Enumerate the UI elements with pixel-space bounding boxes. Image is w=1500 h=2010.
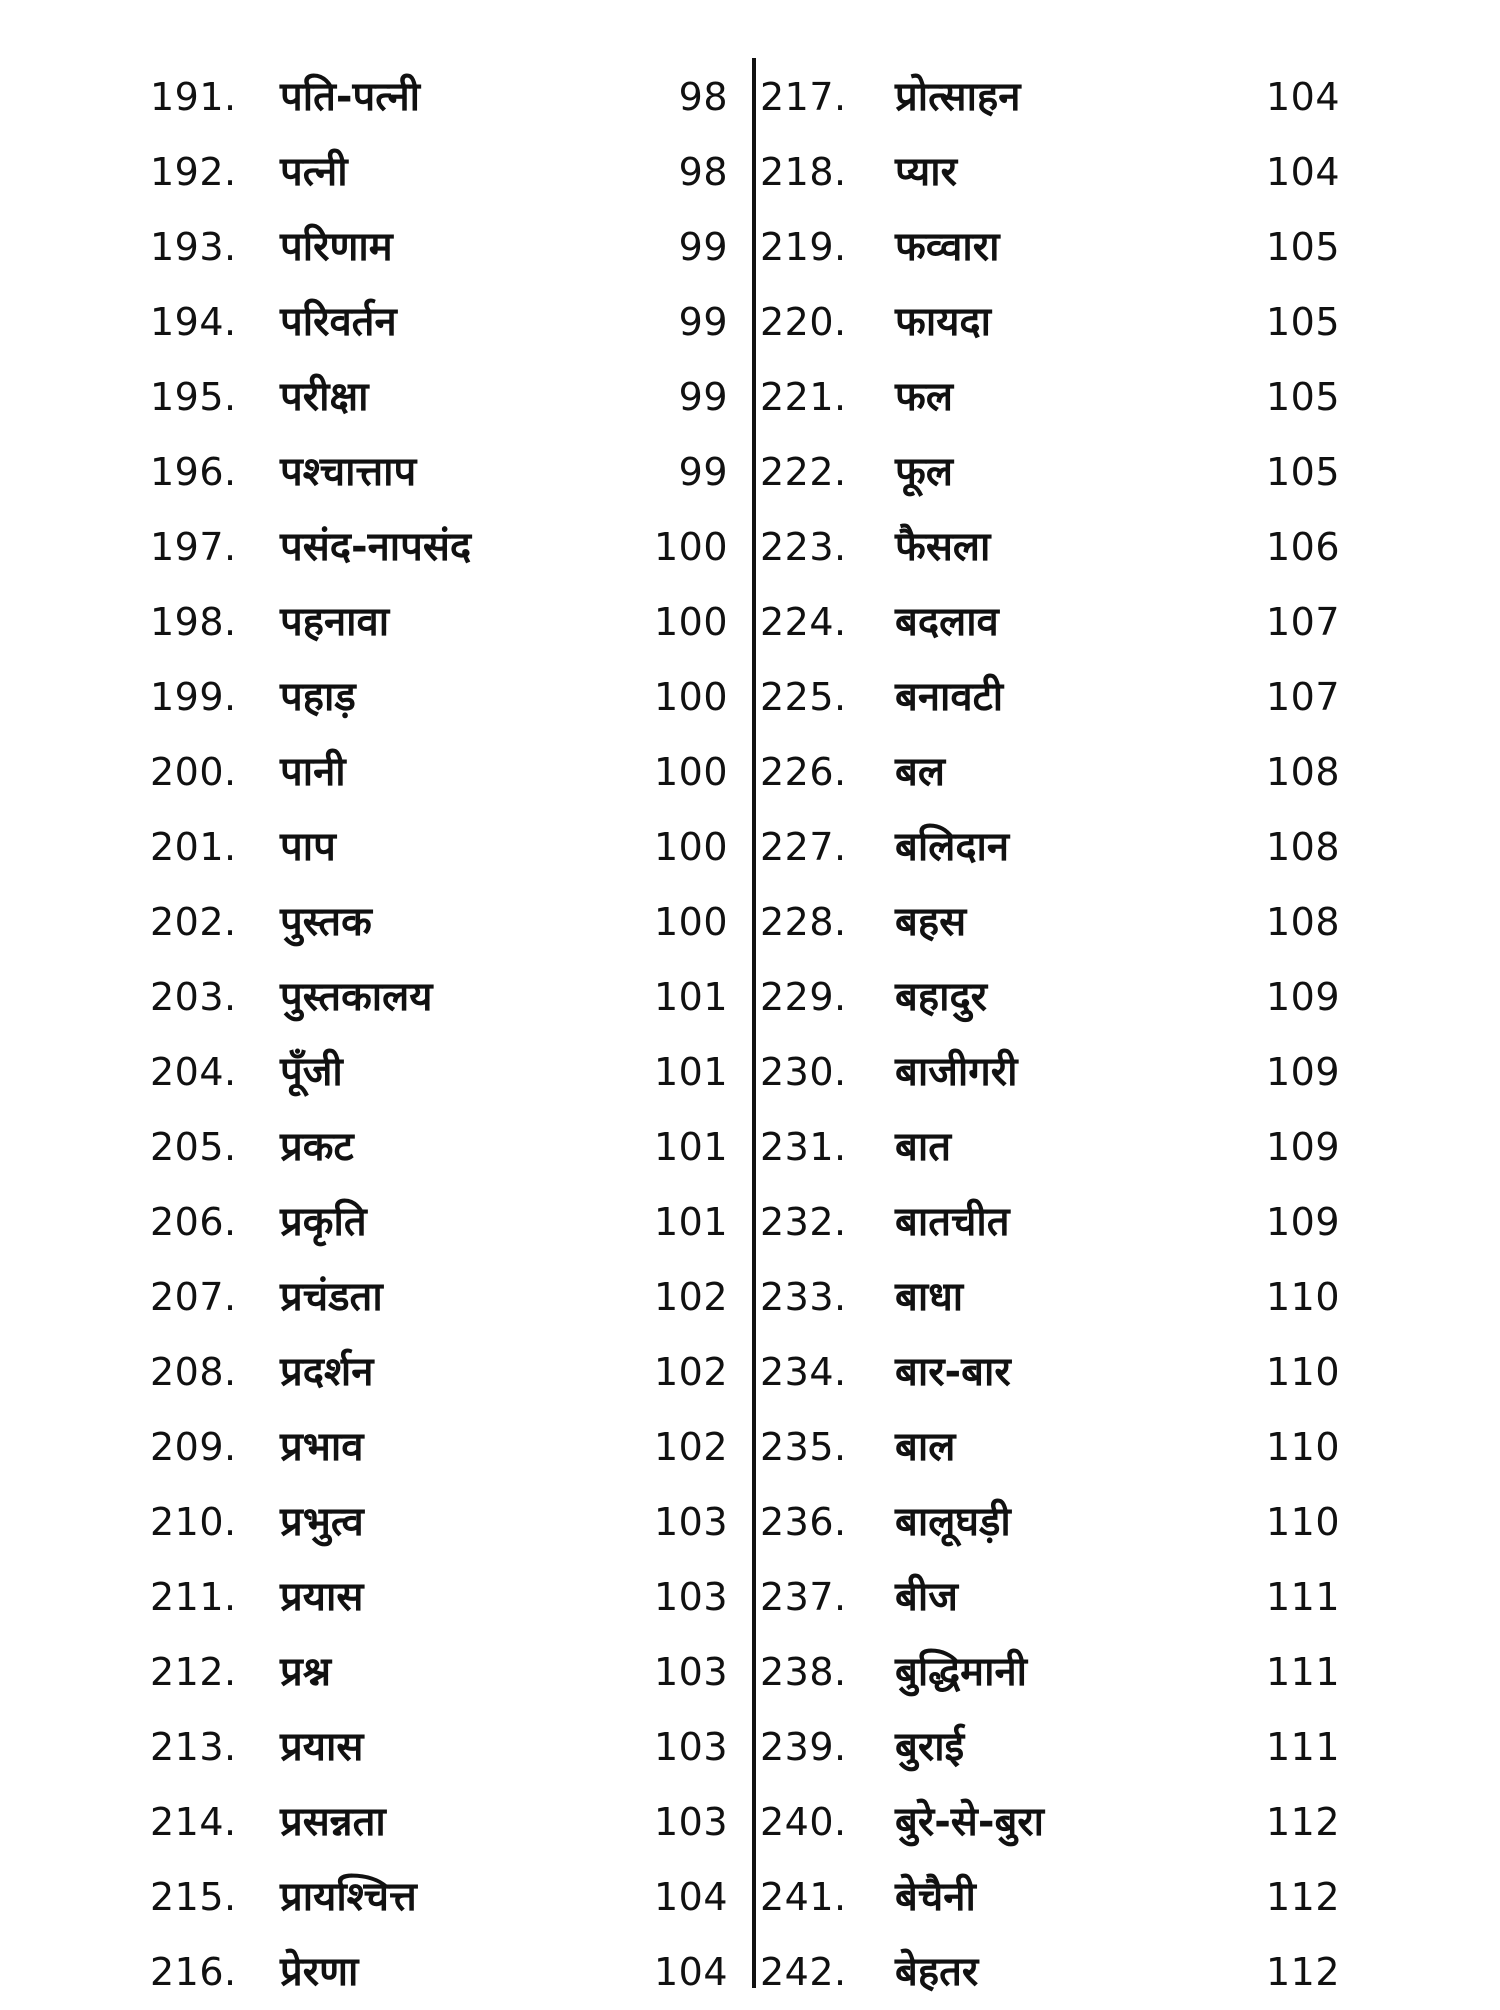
entry-page-number: 99 [678, 450, 728, 494]
index-entry [760, 1635, 1360, 1710]
entry-page-number: 112 [1265, 1950, 1340, 1994]
index-entry [150, 1635, 740, 1710]
index-entry [150, 510, 740, 585]
entry-number: 224. [760, 600, 847, 644]
entry-word: प्रकृति [280, 1199, 367, 1245]
entry-number: 214. [150, 1800, 237, 1844]
entry-page-number: 109 [1265, 1050, 1340, 1094]
entry-page-number: 99 [678, 375, 728, 419]
index-entry [150, 1185, 740, 1260]
entry-number: 197. [150, 525, 237, 569]
entry-page-number: 102 [653, 1275, 728, 1319]
entry-page-number: 107 [1265, 600, 1340, 644]
entry-word: प्रकट [280, 1124, 354, 1170]
entry-word: बालूघड़ी [895, 1499, 1011, 1545]
entry-word: बलिदान [895, 824, 1010, 870]
entry-number: 208. [150, 1350, 237, 1394]
entry-number: 236. [760, 1500, 847, 1544]
entry-number: 191. [150, 75, 237, 119]
entry-number: 201. [150, 825, 237, 869]
entry-number: 196. [150, 450, 237, 494]
entry-page-number: 110 [1265, 1350, 1340, 1394]
entry-word: पुस्तक [280, 899, 372, 945]
entry-word: परिणाम [280, 224, 393, 270]
index-entry [150, 285, 740, 360]
entry-word: पति-पत्नी [280, 74, 421, 120]
entry-number: 194. [150, 300, 237, 344]
entry-page-number: 105 [1265, 300, 1340, 344]
entry-number: 206. [150, 1200, 237, 1244]
entry-word: बहस [895, 899, 967, 945]
entry-number: 220. [760, 300, 847, 344]
entry-word: बाल [895, 1424, 956, 1470]
entry-page-number: 108 [1265, 900, 1340, 944]
entry-number: 237. [760, 1575, 847, 1619]
entry-number: 203. [150, 975, 237, 1019]
index-entry [150, 1485, 740, 1560]
entry-page-number: 104 [1265, 150, 1340, 194]
entry-page-number: 112 [1265, 1875, 1340, 1919]
index-entry [760, 510, 1360, 585]
entry-page-number: 100 [653, 600, 728, 644]
entry-page-number: 101 [653, 1200, 728, 1244]
index-entry [760, 60, 1360, 135]
index-entry [150, 1785, 740, 1860]
entry-word: बेचैनी [895, 1874, 976, 1920]
entry-word: पसंद-नापसंद [280, 524, 472, 570]
entry-word: पश्चात्ताप [280, 449, 417, 495]
entry-page-number: 102 [653, 1425, 728, 1469]
entry-page-number: 103 [653, 1800, 728, 1844]
entry-word: पानी [280, 749, 346, 795]
entry-page-number: 111 [1265, 1725, 1340, 1769]
entry-number: 234. [760, 1350, 847, 1394]
index-entry [760, 1785, 1360, 1860]
entry-page-number: 99 [678, 225, 728, 269]
left-index-column [150, 60, 740, 1995]
entry-page-number: 107 [1265, 675, 1340, 719]
entry-number: 219. [760, 225, 847, 269]
entry-number: 222. [760, 450, 847, 494]
entry-page-number: 110 [1265, 1425, 1340, 1469]
index-entry [150, 1710, 740, 1785]
entry-word: परिवर्तन [280, 299, 397, 345]
entry-word: बातचीत [895, 1199, 1010, 1245]
entry-page-number: 98 [678, 150, 728, 194]
entry-page-number: 99 [678, 300, 728, 344]
entry-number: 227. [760, 825, 847, 869]
index-entry [150, 1260, 740, 1335]
index-entry [760, 1860, 1360, 1935]
entry-word: पत्नी [280, 149, 348, 195]
entry-page-number: 109 [1265, 1125, 1340, 1169]
entry-number: 205. [150, 1125, 237, 1169]
entry-number: 226. [760, 750, 847, 794]
entry-number: 202. [150, 900, 237, 944]
entry-number: 216. [150, 1950, 237, 1994]
entry-page-number: 100 [653, 525, 728, 569]
entry-word: पुस्तकालय [280, 974, 433, 1020]
index-entry [150, 960, 740, 1035]
entry-number: 209. [150, 1425, 237, 1469]
entry-word: प्रयास [280, 1724, 364, 1770]
entry-word: बेहतर [895, 1949, 979, 1995]
entry-number: 204. [150, 1050, 237, 1094]
entry-word: बदलाव [895, 599, 999, 645]
entry-word: प्रभुत्व [280, 1499, 364, 1545]
entry-number: 225. [760, 675, 847, 719]
entry-word: प्रश्न [280, 1649, 332, 1695]
entry-word: बाजीगरी [895, 1049, 1018, 1095]
index-entry [760, 1260, 1360, 1335]
entry-page-number: 102 [653, 1350, 728, 1394]
index-entry [150, 435, 740, 510]
entry-page-number: 101 [653, 975, 728, 1019]
entry-number: 239. [760, 1725, 847, 1769]
entry-page-number: 109 [1265, 975, 1340, 1019]
entry-page-number: 105 [1265, 225, 1340, 269]
entry-page-number: 106 [1265, 525, 1340, 569]
entry-number: 207. [150, 1275, 237, 1319]
entry-number: 198. [150, 600, 237, 644]
index-entry [760, 660, 1360, 735]
entry-page-number: 110 [1265, 1275, 1340, 1319]
index-entry [150, 1110, 740, 1185]
entry-word: बाधा [895, 1274, 964, 1320]
entry-word: बहादुर [895, 974, 988, 1020]
entry-word: बनावटी [895, 674, 1004, 720]
entry-number: 193. [150, 225, 237, 269]
entry-page-number: 104 [653, 1950, 728, 1994]
entry-word: प्यार [895, 149, 957, 195]
entry-number: 218. [760, 150, 847, 194]
entry-word: फल [895, 374, 953, 420]
index-entry [150, 210, 740, 285]
entry-number: 213. [150, 1725, 237, 1769]
entry-word: प्रोत्साहन [895, 74, 1021, 120]
entry-word: प्रभाव [280, 1424, 364, 1470]
entry-page-number: 100 [653, 825, 728, 869]
index-entry [150, 135, 740, 210]
entry-number: 199. [150, 675, 237, 719]
entry-number: 233. [760, 1275, 847, 1319]
entry-page-number: 98 [678, 75, 728, 119]
entry-number: 215. [150, 1875, 237, 1919]
entry-number: 211. [150, 1575, 237, 1619]
entry-word: प्रयास [280, 1574, 364, 1620]
index-entry [150, 1035, 740, 1110]
entry-word: फूल [895, 449, 953, 495]
entry-page-number: 100 [653, 900, 728, 944]
index-entry [760, 210, 1360, 285]
entry-number: 212. [150, 1650, 237, 1694]
entry-page-number: 109 [1265, 1200, 1340, 1244]
index-entry [760, 1110, 1360, 1185]
entry-word: पहाड़ [280, 674, 356, 720]
index-entry [760, 1710, 1360, 1785]
entry-word: बल [895, 749, 945, 795]
index-entry [760, 810, 1360, 885]
entry-word: बात [895, 1124, 951, 1170]
entry-page-number: 103 [653, 1500, 728, 1544]
right-index-column [760, 60, 1360, 1995]
entry-word: फव्वारा [895, 224, 1000, 270]
index-entry [760, 1935, 1360, 2010]
entry-word: प्रसन्नता [280, 1799, 386, 1845]
index-entry [760, 735, 1360, 810]
entry-page-number: 103 [653, 1575, 728, 1619]
entry-page-number: 104 [1265, 75, 1340, 119]
entry-word: बीज [895, 1574, 958, 1620]
index-entry [760, 960, 1360, 1035]
entry-word: प्रदर्शन [280, 1349, 374, 1395]
entry-number: 240. [760, 1800, 847, 1844]
index-entry [150, 810, 740, 885]
entry-number: 232. [760, 1200, 847, 1244]
index-entry [150, 1560, 740, 1635]
entry-word: प्रायश्चित्त [280, 1874, 417, 1920]
entry-page-number: 110 [1265, 1500, 1340, 1544]
entry-word: बुद्धिमानी [895, 1649, 1027, 1695]
index-entry [150, 360, 740, 435]
index-entry [150, 1935, 740, 2010]
entry-word: बार-बार [895, 1349, 1011, 1395]
entry-number: 221. [760, 375, 847, 419]
entry-word: परीक्षा [280, 374, 369, 420]
index-entry [760, 435, 1360, 510]
entry-word: पाप [280, 824, 336, 870]
entry-page-number: 103 [653, 1725, 728, 1769]
index-entry [150, 885, 740, 960]
index-entry [150, 1410, 740, 1485]
entry-word: पूँजी [280, 1049, 343, 1095]
entry-page-number: 108 [1265, 825, 1340, 869]
index-entry [150, 1335, 740, 1410]
entry-number: 192. [150, 150, 237, 194]
entry-page-number: 111 [1265, 1650, 1340, 1694]
entry-number: 217. [760, 75, 847, 119]
column-divider [752, 58, 756, 1988]
entry-number: 229. [760, 975, 847, 1019]
index-entry [760, 1485, 1360, 1560]
entry-page-number: 108 [1265, 750, 1340, 794]
entry-page-number: 103 [653, 1650, 728, 1694]
entry-number: 223. [760, 525, 847, 569]
index-entry [150, 735, 740, 810]
entry-word: प्रचंडता [280, 1274, 383, 1320]
index-entry [760, 585, 1360, 660]
entry-page-number: 112 [1265, 1800, 1340, 1844]
entry-number: 228. [760, 900, 847, 944]
entry-page-number: 101 [653, 1050, 728, 1094]
index-entry [150, 660, 740, 735]
index-entry [150, 1860, 740, 1935]
entry-number: 230. [760, 1050, 847, 1094]
entry-page-number: 101 [653, 1125, 728, 1169]
entry-number: 200. [150, 750, 237, 794]
entry-page-number: 104 [653, 1875, 728, 1919]
index-entry [760, 1035, 1360, 1110]
entry-number: 231. [760, 1125, 847, 1169]
index-entry [760, 285, 1360, 360]
entry-word: बुरे-से-बुरा [895, 1799, 1045, 1845]
index-entry [760, 1410, 1360, 1485]
index-entry [760, 360, 1360, 435]
entry-word: फैसला [895, 524, 991, 570]
entry-word: प्रेरणा [280, 1949, 359, 1995]
entry-page-number: 111 [1265, 1575, 1340, 1619]
entry-number: 238. [760, 1650, 847, 1694]
index-entry [150, 585, 740, 660]
entry-number: 241. [760, 1875, 847, 1919]
index-entry [760, 1335, 1360, 1410]
entry-page-number: 105 [1265, 450, 1340, 494]
index-entry [760, 135, 1360, 210]
entry-page-number: 100 [653, 675, 728, 719]
entry-page-number: 100 [653, 750, 728, 794]
index-entry [760, 1560, 1360, 1635]
index-entry [760, 1185, 1360, 1260]
index-entry [760, 885, 1360, 960]
entry-word: बुराई [895, 1724, 965, 1770]
index-entry [150, 60, 740, 135]
entry-number: 210. [150, 1500, 237, 1544]
entry-number: 235. [760, 1425, 847, 1469]
entry-number: 195. [150, 375, 237, 419]
entry-word: पहनावा [280, 599, 390, 645]
entry-page-number: 105 [1265, 375, 1340, 419]
entry-number: 242. [760, 1950, 847, 1994]
entry-word: फायदा [895, 299, 991, 345]
